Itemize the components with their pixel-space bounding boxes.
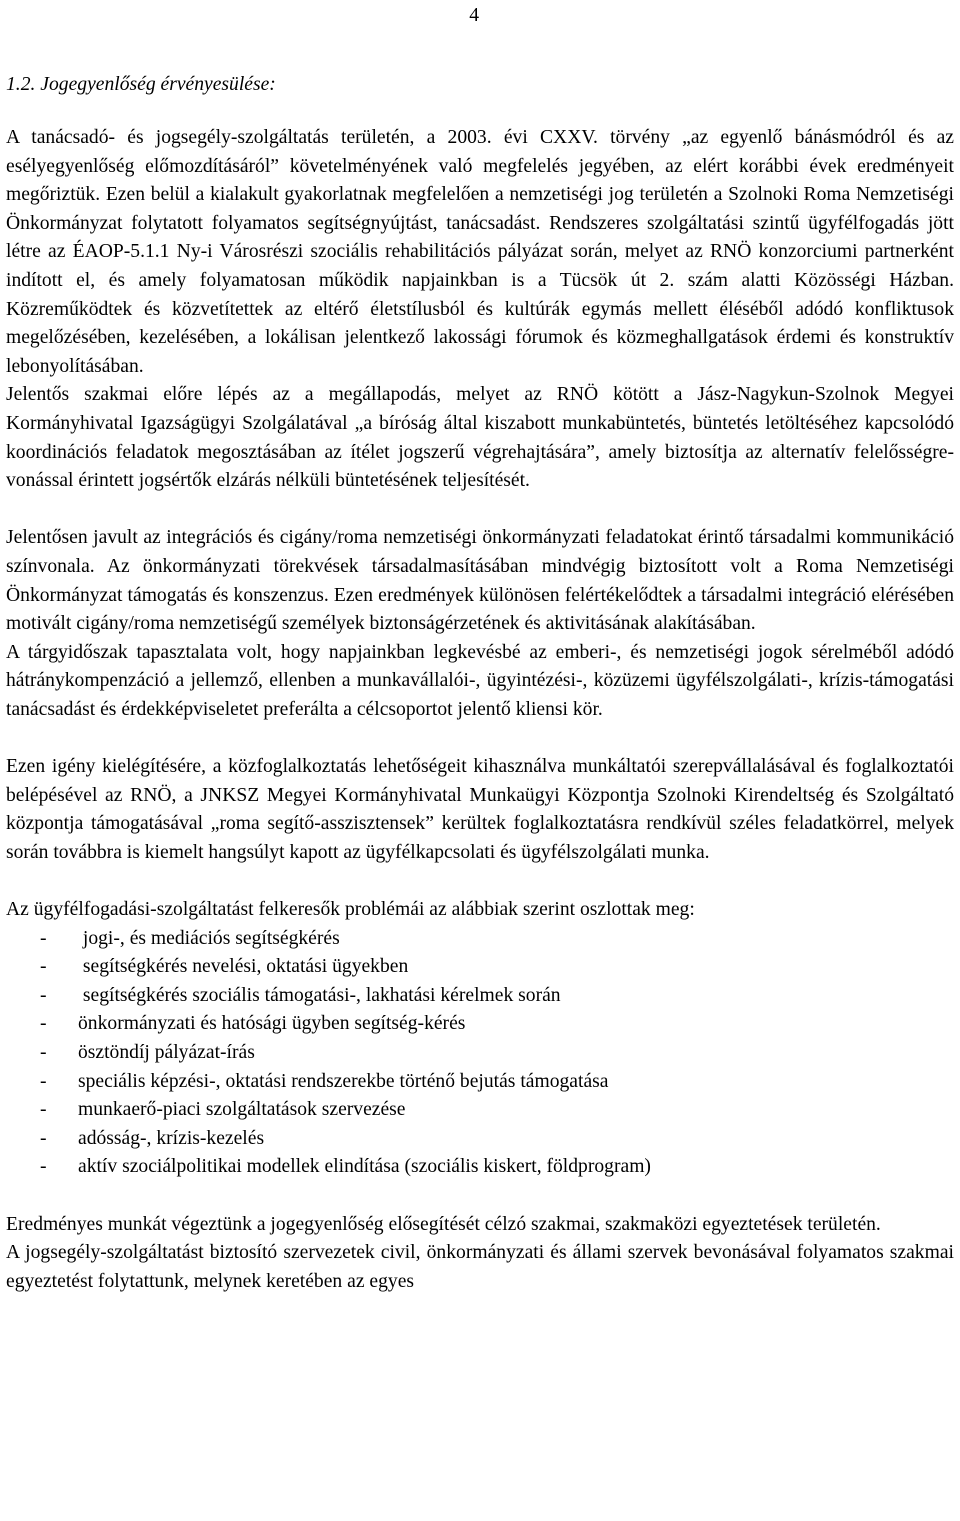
list-dash: - [40,1042,47,1063]
list-item [6,953,954,982]
list-dash: - [40,1013,47,1035]
page-number: 4 [469,5,479,26]
list-item-text: segítségkérés szociális támogatási-, lakhatási kérelmek során [78,984,561,1006]
list-item [6,982,954,1011]
list-item [6,925,954,954]
paragraph-results: Eredményes munkát végeztünk a jogegyenlőség elősegítését célzó szakmai, szakmaközi egyeztetések területén. [6,1213,881,1235]
paragraph-gap [6,724,954,753]
document-body [6,124,954,1296]
paragraph-gap [6,496,954,525]
list-item-text: speciális képzési-, oktatási rendszerekbe történő bejutás támogatása [78,1070,609,1092]
paragraph-gap [6,1182,954,1211]
list-item-text: önkormányzati és hatósági ügyben segítség-kérés [78,1013,466,1035]
list-dash: - [40,1099,47,1121]
list-item [6,1153,954,1182]
section-heading: 1.2. Jogegyenlőség érvényesülése: [6,74,276,95]
paragraph-gap [6,867,954,896]
list-dash: - [40,927,47,949]
list-item-text: ösztöndíj pályázat-írás [78,1042,255,1063]
list-item-text: jogi-, és mediációs segítségkérés [78,927,340,949]
list-item [6,1125,954,1154]
paragraph-legal-aid: A jogsegély-szolgáltatást biztosító szervezetek civil, önkormányzati és állami szervek bevonásával folyamatos szakmai egyeztetést folytattunk, melynek keretében az egyes [6,1242,954,1292]
list-item [6,1068,954,1097]
list-dash: - [40,956,47,978]
list-item [6,1096,954,1125]
list-dash: - [40,1156,47,1178]
paragraph-equal-treatment: A tanácsadó- és jogsegély-szolgáltatás területén, a 2003. évi CXXV. törvény „az egyenlő bánásmódról és az esélyegyenlőség előmozdításáról” követelményének való megfelelés jegyében, az elért korábbi évek eredményeit megőriztük. Ezen belül a kialakult gyakorlatnak megfelelően a nemzetiségi jog területén a Szolnoki Roma Nemzetiségi Önkormányzat folytatott folyamatos segítségnyújtást, tanácsadást. Rendszeres szolgáltatási szintű ügyfélfogadás jött létre az ÉAOP-5.1.1 Ny-i Városrészi szociális rehabilitációs pályázat során, melyet az RNÖ konzorciumi partnerként indított el, és amely folyamatosan működik napjainkban is a Tücsök út 2. szám alatti Közösségi Házban. Közreműködtek és közvetítettek az eltérő életstílusból és kultúrák egymás mellett éléséből adódó konfliktusok megelőzésében, kezelésében, a lokálisan jelentkező lakossági fórumok és közmeghallgatások érdemi és konstruktív lebonyolításában. [6,127,954,377]
paragraph-communication: Jelentősen javult az integrációs és cigány/roma nemzetiségi önkormányzati feladatokat érintő társadalmi kommunikáció színvonala. Az önkormányzati törekvések társadalmasításában mindvégig biztosított volt a Roma Nemzetiségi Önkormányzat támogatás és konszenzus. Ezen eredmények különösen felértékelődtek a társadalmi integráció elérésében motivált cigány/roma nemzetiségű személyek biztonságérzetének és aktivitásának alakításában. [6,527,954,635]
list-item [6,1010,954,1039]
list-item-text: segítségkérés nevelési, oktatási ügyekben [78,956,409,978]
paragraph-agreement: Jelentős szakmai előre lépés az a megállapodás, melyet az RNÖ kötött a Jász-Nagykun-Szolnok Megyei Kormányhivatal Igazságügyi Szolgálatával „a bíróság által kiszabott munkabüntetés, büntetés letöltéséhez kapcsolódó koordinációs feladatok megosztásában az ítélet jogszerű végrehajtására”, amely biztosítja az alternatív felelősségre-vonással érintett jogsértők elzárás nélküli büntetésének teljesítését. [6,384,954,492]
paragraph-public-employment: Ezen igény kielégítésére, a közfoglalkoztatás lehetőségeit kihasználva munkáltatói szerepvállalásával és foglalkoztatói belépésével az RNÖ, a JNKSZ Megyei Kormányhivatal Munkaügyi Központja Szolnoki Kirendeltség és Szolgáltató központja támogatásával „roma segítő-asszisztensek” kerültek foglalkoztatásra rendkívül széles feladatkörrel, melyek során továbbra is kiemelt hangsúlyt kapott az ügyfélkapcsolati és ügyfélszolgálati munka. [6,756,954,863]
list-item-text: munkaerő-piaci szolgáltatások szervezése [78,1099,406,1121]
list-dash: - [40,984,47,1006]
problem-list [6,925,954,1182]
list-item [6,1039,954,1068]
list-item-text: aktív szociálpolitikai modellek elindítása (szociális kiskert, földprogram) [78,1156,651,1178]
list-dash: - [40,1127,47,1149]
paragraph-list-intro: Az ügyfélfogadási-szolgáltatást felkeresők problémái az alábbiak szerint oszlottak meg: [6,899,695,921]
list-dash: - [40,1070,47,1092]
list-item-text: adósság-, krízis-kezelés [78,1127,265,1149]
paragraph-experience: A tárgyidőszak tapasztalata volt, hogy napjainkban legkevésbé az emberi-, és nemzetiségi jogok sérelméből adódó hátránykompenzáció a jellemző, ellenben a munkavállalói-, ügyintézési-, közüzemi ügyfélszolgálati-, krízis-támogatási tanácsadást és érdekképviseletet preferálta a célcsoportot jelentő kliensi kör. [6,641,954,720]
